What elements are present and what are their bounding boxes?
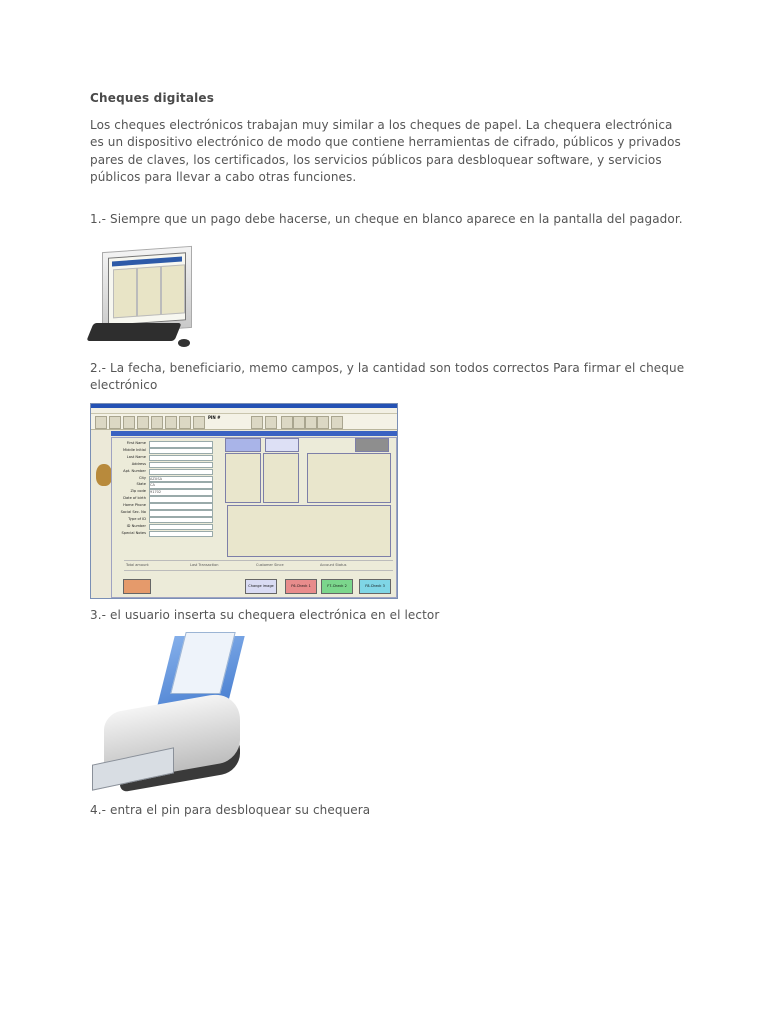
check-3-button[interactable]: F8-Check 3 <box>359 579 391 594</box>
form-field-label: Apt. Number <box>123 468 146 473</box>
change-image-button[interactable]: Change image <box>245 579 277 594</box>
check-image-box-3 <box>307 453 391 503</box>
form-field-label: City <box>138 475 146 480</box>
step-2-text: 2.- La fecha, beneficiario, memo campos, y la cantidad son todos correctos Para firmar el cheque electrónico <box>90 361 685 393</box>
mouse-illustration <box>178 339 190 347</box>
form-field-input[interactable] <box>149 524 213 531</box>
check-image-box-1 <box>225 453 261 503</box>
pin-label: PIN # <box>208 415 221 420</box>
step-4-text: 4.- entra el pin para desbloquear su chequera <box>90 803 371 817</box>
check-reader-image <box>90 632 260 794</box>
check-image-box-2 <box>263 453 299 503</box>
money-bag-icon <box>96 464 112 486</box>
form-field-label: Date of birth <box>123 496 146 501</box>
check-2-button[interactable]: F7-Check 2 <box>321 579 353 594</box>
form-field-input[interactable] <box>149 441 213 448</box>
totals-bar <box>124 560 393 571</box>
form-field-label: First Name <box>126 441 146 445</box>
account-status-label: Account Status <box>320 563 347 567</box>
computer-image <box>90 243 194 351</box>
app-toolbar <box>91 414 397 430</box>
form-field-input[interactable] <box>149 448 213 455</box>
form-field-label: Last Name <box>126 454 146 459</box>
form-field-input[interactable] <box>149 503 213 510</box>
form-field-input[interactable] <box>149 510 213 517</box>
form-field-label: Address <box>131 461 146 466</box>
form-field-input[interactable] <box>149 517 213 524</box>
check-preview-area <box>227 505 391 557</box>
form-field-input[interactable] <box>149 531 213 538</box>
form-field-label: State <box>136 482 146 487</box>
form-field-label: Middle Initial <box>123 447 146 452</box>
form-field-label: Home Phone <box>123 503 146 508</box>
form-field-label: Special Notes <box>121 530 146 535</box>
form-field-label: Social Sec. No <box>120 510 146 514</box>
form-tab-3[interactable] <box>355 438 389 452</box>
monitor-illustration <box>102 246 192 334</box>
form-field-input[interactable] <box>149 496 213 503</box>
check-software-screenshot <box>90 403 398 599</box>
form-field-input[interactable] <box>149 455 213 462</box>
form-field-input[interactable]: CA <box>149 482 213 489</box>
intro-paragraph: Los cheques electrónicos trabajan muy similar a los cheques de papel. La chequera electrónica es un dispositivo electrónico de modo que contiene herramientas de cifrado, públicos y privados pares de claves, los certificados, los servicios públicos para desbloquear software, y servicios públicos para llevar a cabo otras funciones. <box>90 118 681 185</box>
form-field-label: ID Number <box>126 523 146 528</box>
exit-button[interactable] <box>123 579 151 594</box>
total-amount-label: Total amount <box>126 563 149 567</box>
form-field-input[interactable]: AZUSA <box>149 476 213 483</box>
check-1-button[interactable]: F6-Check 1 <box>285 579 317 594</box>
form-field-input[interactable] <box>149 462 213 469</box>
step-1-text: 1.- Siempre que un pago debe hacerse, un cheque en blanco aparece en la pantalla del pagador. <box>90 212 683 226</box>
form-field-input[interactable]: 91702 <box>149 489 213 496</box>
customer-since-label: Customer Since <box>256 563 284 567</box>
form-tab-2[interactable] <box>265 438 299 452</box>
form-field-label: Zip code <box>130 489 146 494</box>
last-transaction-label: Last Transaction <box>190 563 219 567</box>
monitor-screen <box>108 252 186 325</box>
form-tab-1[interactable] <box>225 438 261 452</box>
form-field-input[interactable] <box>149 469 213 476</box>
page-title: Cheques digitales <box>90 91 215 105</box>
form-field-label: Type of ID <box>128 516 146 521</box>
keyboard-illustration <box>86 323 181 341</box>
step-3-text: 3.- el usuario inserta su chequera electrónica en el lector <box>90 608 440 622</box>
